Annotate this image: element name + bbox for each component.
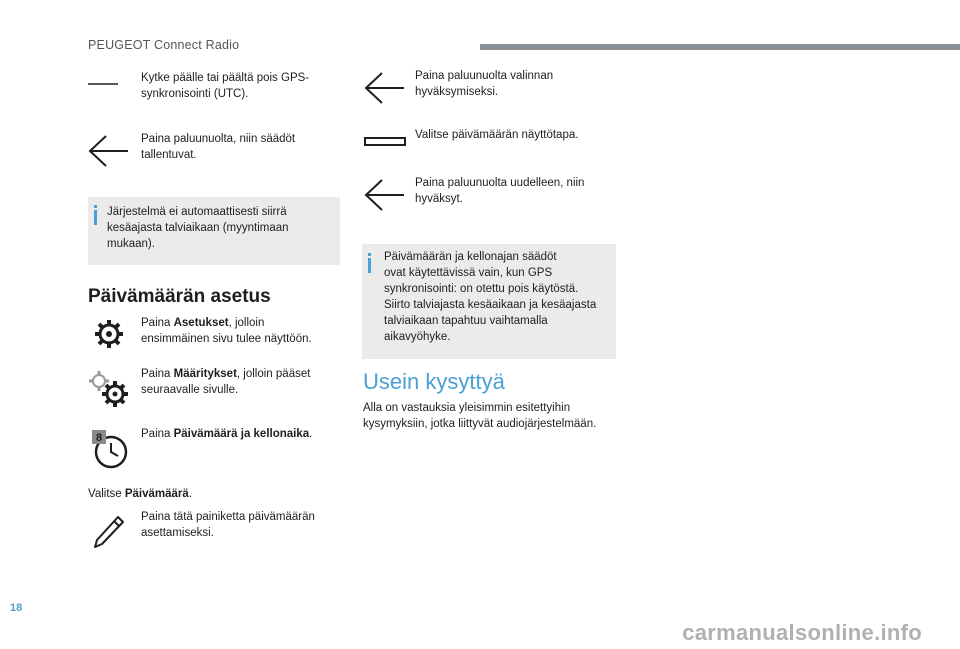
gear-icon	[94, 319, 124, 349]
step-configuration-pre: Paina	[141, 368, 174, 380]
save-back-text: Paina paluunuolta, niin säädöt tallentuvat.	[141, 133, 296, 161]
step-settings-pre: Paina	[141, 317, 174, 329]
step-datetime-pre: Paina	[141, 428, 174, 440]
select-date-pre: Valitse	[88, 488, 125, 500]
select-date-post: .	[188, 488, 193, 500]
info-dst-text: Järjestelmä ei automaattisesti siirrä kesäajasta talviaikaan (myyntimaan mukaan).	[107, 206, 289, 250]
step-settings-bold: Asetukset	[173, 317, 229, 329]
step-configuration-text	[141, 366, 310, 398]
section-title-date-setting: Päivämäärän asetus	[88, 286, 271, 307]
clock-icon	[92, 430, 130, 470]
back-arrow-icon	[364, 71, 406, 105]
info-box-gps	[362, 244, 616, 359]
step-datetime-text	[141, 426, 312, 442]
step-settings-post: , jolloin ensimmäinen sivu tulee näyttöön.	[141, 317, 312, 345]
select-date-text	[88, 486, 192, 502]
back-confirm-text: Paina paluunuolta valinnan hyväksymiseksi.	[415, 70, 554, 98]
configuration-gears-icon	[88, 370, 130, 408]
back-arrow-icon	[364, 178, 406, 212]
step-configuration-post: , jolloin pääset seuraavalle sivulle.	[141, 368, 311, 396]
clock-badge-number: 8	[95, 432, 103, 444]
step-configuration-bold: Määritykset	[173, 368, 237, 380]
faq-text: Alla on vastauksia yleisimmin esitettyihin kysymyksiin, jotka liittyvät audiojärjestelmään.	[363, 402, 597, 430]
info-box-dst	[88, 197, 340, 265]
step-datetime-bold: Päivämäärä ja kellonaika	[173, 428, 310, 440]
date-format-bar-icon	[364, 137, 406, 147]
watermark: carmanualsonline.info	[682, 620, 922, 645]
running-header: PEUGEOT Connect Radio	[88, 38, 240, 52]
gps-sync-text: Kytke päälle tai päältä pois GPS- synkronisointi (UTC).	[141, 72, 310, 100]
back-arrow-icon	[88, 134, 130, 168]
info-icon	[368, 253, 371, 273]
pencil-text: Paina tätä painiketta päivämäärän asettamiseksi.	[141, 511, 315, 539]
info-icon	[94, 205, 97, 225]
page-number: 18	[10, 602, 23, 614]
faq-title: Usein kysyttyä	[363, 369, 505, 394]
back-again-text: Paina paluunuolta uudelleen, niin hyväksyt.	[415, 177, 585, 205]
step-datetime-post: .	[309, 428, 313, 440]
toggle-line-icon	[88, 82, 118, 86]
info-gps-text: Päivämäärän ja kellonajan säädöt ovat käytettävissä vain, kun GPS synkronisointi: on otettu pois käytöstä. Siirto talviajasta kesäaikaan ja kesäajasta talviaikaan tapahtuu vaihtamalla aikavyöhyke.	[384, 251, 597, 343]
pencil-icon	[92, 514, 126, 550]
header-bar	[480, 44, 960, 50]
select-date-bold: Päivämäärä	[124, 488, 189, 500]
step-settings-text	[141, 315, 312, 347]
date-format-text: Valitse päivämäärän näyttötapa.	[415, 129, 579, 141]
